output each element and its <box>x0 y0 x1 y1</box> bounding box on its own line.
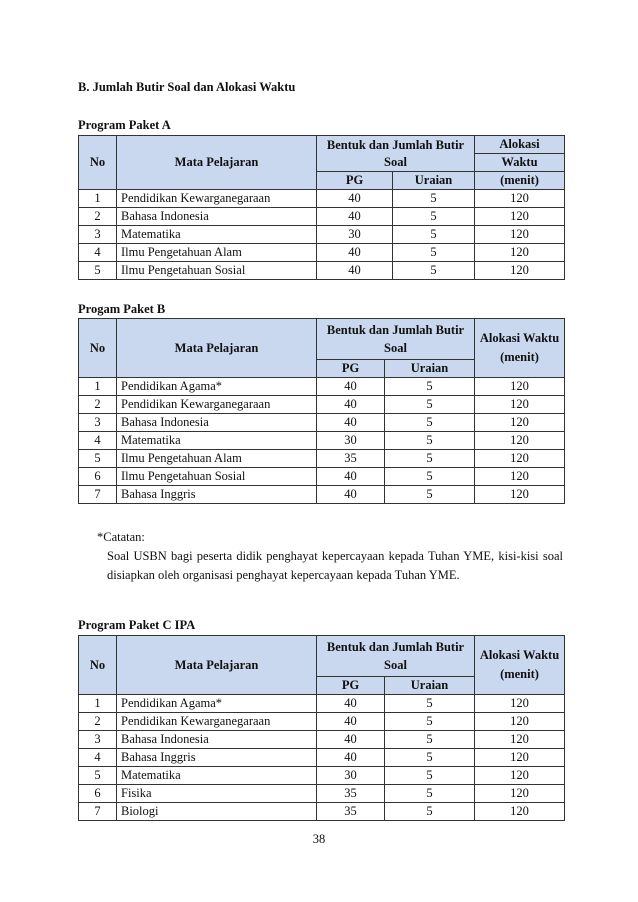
header-alokasi-1: Alokasi <box>475 136 565 154</box>
cell-no: 1 <box>79 378 117 396</box>
cell-no: 7 <box>79 486 117 504</box>
cell-waktu: 120 <box>475 226 565 244</box>
cell-waktu: 120 <box>475 749 565 767</box>
cell-waktu: 120 <box>475 244 565 262</box>
header-pg: PG <box>317 360 385 378</box>
table-row <box>79 378 565 396</box>
header-uraian: Uraian <box>385 677 475 695</box>
cell-uraian: 5 <box>385 414 475 432</box>
cell-waktu: 120 <box>475 208 565 226</box>
cell-pg: 40 <box>317 486 385 504</box>
cell-no: 2 <box>79 713 117 731</box>
table-row <box>79 414 565 432</box>
cell-pg: 40 <box>317 414 385 432</box>
header-mapel: Mata Pelajaran <box>117 136 317 190</box>
cell-uraian: 5 <box>385 803 475 821</box>
cell-pg: 30 <box>317 432 385 450</box>
cell-waktu: 120 <box>475 695 565 713</box>
cell-pg: 30 <box>317 767 385 785</box>
cell-uraian: 5 <box>393 244 475 262</box>
table-row <box>79 767 565 785</box>
table-row <box>79 749 565 767</box>
cell-uraian: 5 <box>385 378 475 396</box>
cell-no: 7 <box>79 803 117 821</box>
header-alokasi: Alokasi Waktu (menit) <box>475 636 565 695</box>
cell-uraian: 5 <box>385 749 475 767</box>
cell-pg: 40 <box>317 396 385 414</box>
table-row <box>79 450 565 468</box>
cell-waktu: 120 <box>475 486 565 504</box>
cell-uraian: 5 <box>385 695 475 713</box>
header-mapel: Mata Pelajaran <box>117 319 317 378</box>
cell-no: 2 <box>79 396 117 414</box>
header-alokasi: Alokasi Waktu (menit) <box>475 319 565 378</box>
table-row <box>79 432 565 450</box>
cell-mapel: Bahasa Indonesia <box>117 731 317 749</box>
cell-uraian: 5 <box>393 226 475 244</box>
header-bentuk: Bentuk dan Jumlah Butir Soal <box>317 136 475 172</box>
table-row <box>79 208 565 226</box>
cell-pg: 40 <box>317 378 385 396</box>
cell-mapel: Pendidikan Kewarganegaraan <box>117 190 317 208</box>
cell-no: 3 <box>79 731 117 749</box>
cell-uraian: 5 <box>385 468 475 486</box>
cell-pg: 35 <box>317 803 385 821</box>
cell-pg: 35 <box>317 450 385 468</box>
cell-pg: 30 <box>317 226 393 244</box>
cell-mapel: Biologi <box>117 803 317 821</box>
table-row <box>79 713 565 731</box>
cell-waktu: 120 <box>475 731 565 749</box>
cell-no: 1 <box>79 695 117 713</box>
cell-waktu: 120 <box>475 785 565 803</box>
cell-mapel: Ilmu Pengetahuan Alam <box>117 244 317 262</box>
paket-c-title: Program Paket C IPA <box>78 618 196 632</box>
cell-waktu: 120 <box>475 767 565 785</box>
cell-mapel: Pendidikan Agama* <box>117 695 317 713</box>
cell-mapel: Bahasa Indonesia <box>117 208 317 226</box>
cell-no: 5 <box>79 262 117 280</box>
cell-uraian: 5 <box>393 190 475 208</box>
cell-uraian: 5 <box>385 450 475 468</box>
cell-mapel: Bahasa Indonesia <box>117 414 317 432</box>
header-no: No <box>79 636 117 695</box>
cell-waktu: 120 <box>475 396 565 414</box>
cell-mapel: Fisika <box>117 785 317 803</box>
cell-waktu: 120 <box>475 803 565 821</box>
header-no: No <box>79 319 117 378</box>
cell-no: 6 <box>79 785 117 803</box>
paket-a-table <box>78 135 565 280</box>
header-pg: PG <box>317 172 393 190</box>
paket-b-table <box>78 318 565 504</box>
cell-pg: 40 <box>317 468 385 486</box>
cell-pg: 40 <box>317 208 393 226</box>
cell-waktu: 120 <box>475 378 565 396</box>
section-title: B. Jumlah Butir Soal dan Alokasi Waktu <box>78 80 296 94</box>
cell-no: 5 <box>79 767 117 785</box>
cell-uraian: 5 <box>393 208 475 226</box>
cell-waktu: 120 <box>475 713 565 731</box>
cell-no: 4 <box>79 749 117 767</box>
cell-mapel: Matematika <box>117 226 317 244</box>
cell-uraian: 5 <box>385 432 475 450</box>
paket-a-title: Program Paket A <box>78 118 171 132</box>
cell-pg: 40 <box>317 713 385 731</box>
cell-uraian: 5 <box>393 262 475 280</box>
cell-no: 3 <box>79 414 117 432</box>
cell-mapel: Ilmu Pengetahuan Alam <box>117 450 317 468</box>
cell-no: 3 <box>79 226 117 244</box>
cell-no: 6 <box>79 468 117 486</box>
header-bentuk: Bentuk dan Jumlah Butir Soal <box>317 636 475 677</box>
cell-no: 4 <box>79 244 117 262</box>
header-uraian: Uraian <box>385 360 475 378</box>
cell-mapel: Bahasa Inggris <box>117 486 317 504</box>
table-row <box>79 226 565 244</box>
table-row <box>79 695 565 713</box>
table-row <box>79 396 565 414</box>
note-label: *Catatan: <box>97 530 145 544</box>
header-bentuk: Bentuk dan Jumlah Butir Soal <box>317 319 475 360</box>
cell-mapel: Ilmu Pengetahuan Sosial <box>117 468 317 486</box>
cell-waktu: 120 <box>475 468 565 486</box>
header-no: No <box>79 136 117 190</box>
cell-pg: 40 <box>317 749 385 767</box>
cell-waktu: 120 <box>475 190 565 208</box>
cell-mapel: Pendidikan Agama* <box>117 378 317 396</box>
cell-mapel: Matematika <box>117 432 317 450</box>
table-row <box>79 468 565 486</box>
table-row <box>79 785 565 803</box>
header-uraian: Uraian <box>393 172 475 190</box>
paket-c-table <box>78 635 565 821</box>
cell-no: 4 <box>79 432 117 450</box>
table-row <box>79 244 565 262</box>
table-row <box>79 486 565 504</box>
cell-uraian: 5 <box>385 731 475 749</box>
cell-uraian: 5 <box>385 486 475 504</box>
page-number: 38 <box>312 832 326 846</box>
table-row <box>79 731 565 749</box>
cell-pg: 40 <box>317 695 385 713</box>
cell-pg: 40 <box>317 262 393 280</box>
cell-uraian: 5 <box>385 713 475 731</box>
cell-waktu: 120 <box>475 432 565 450</box>
table-row <box>79 262 565 280</box>
cell-pg: 40 <box>317 190 393 208</box>
header-mapel: Mata Pelajaran <box>117 636 317 695</box>
cell-waktu: 120 <box>475 414 565 432</box>
cell-mapel: Matematika <box>117 767 317 785</box>
note-text: Soal USBN bagi peserta didik penghayat kepercayaan kepada Tuhan YME, kisi-kisi soal disiapkan oleh organisasi penghayat kepercayaan kepada Tuhan YME. <box>107 549 563 582</box>
cell-no: 5 <box>79 450 117 468</box>
header-alokasi-2: Waktu <box>475 154 565 172</box>
cell-pg: 40 <box>317 244 393 262</box>
cell-mapel: Ilmu Pengetahuan Sosial <box>117 262 317 280</box>
cell-pg: 35 <box>317 785 385 803</box>
table-row <box>79 803 565 821</box>
cell-waktu: 120 <box>475 262 565 280</box>
cell-pg: 40 <box>317 731 385 749</box>
cell-mapel: Bahasa Inggris <box>117 749 317 767</box>
table-row <box>79 190 565 208</box>
header-pg: PG <box>317 677 385 695</box>
cell-mapel: Pendidikan Kewarganegaraan <box>117 713 317 731</box>
cell-waktu: 120 <box>475 450 565 468</box>
note <box>97 528 563 585</box>
cell-uraian: 5 <box>385 767 475 785</box>
paket-b-title: Progam Paket B <box>78 302 166 316</box>
cell-mapel: Pendidikan Kewarganegaraan <box>117 396 317 414</box>
cell-no: 2 <box>79 208 117 226</box>
cell-uraian: 5 <box>385 785 475 803</box>
cell-no: 1 <box>79 190 117 208</box>
header-alokasi-3: (menit) <box>475 172 565 190</box>
cell-uraian: 5 <box>385 396 475 414</box>
